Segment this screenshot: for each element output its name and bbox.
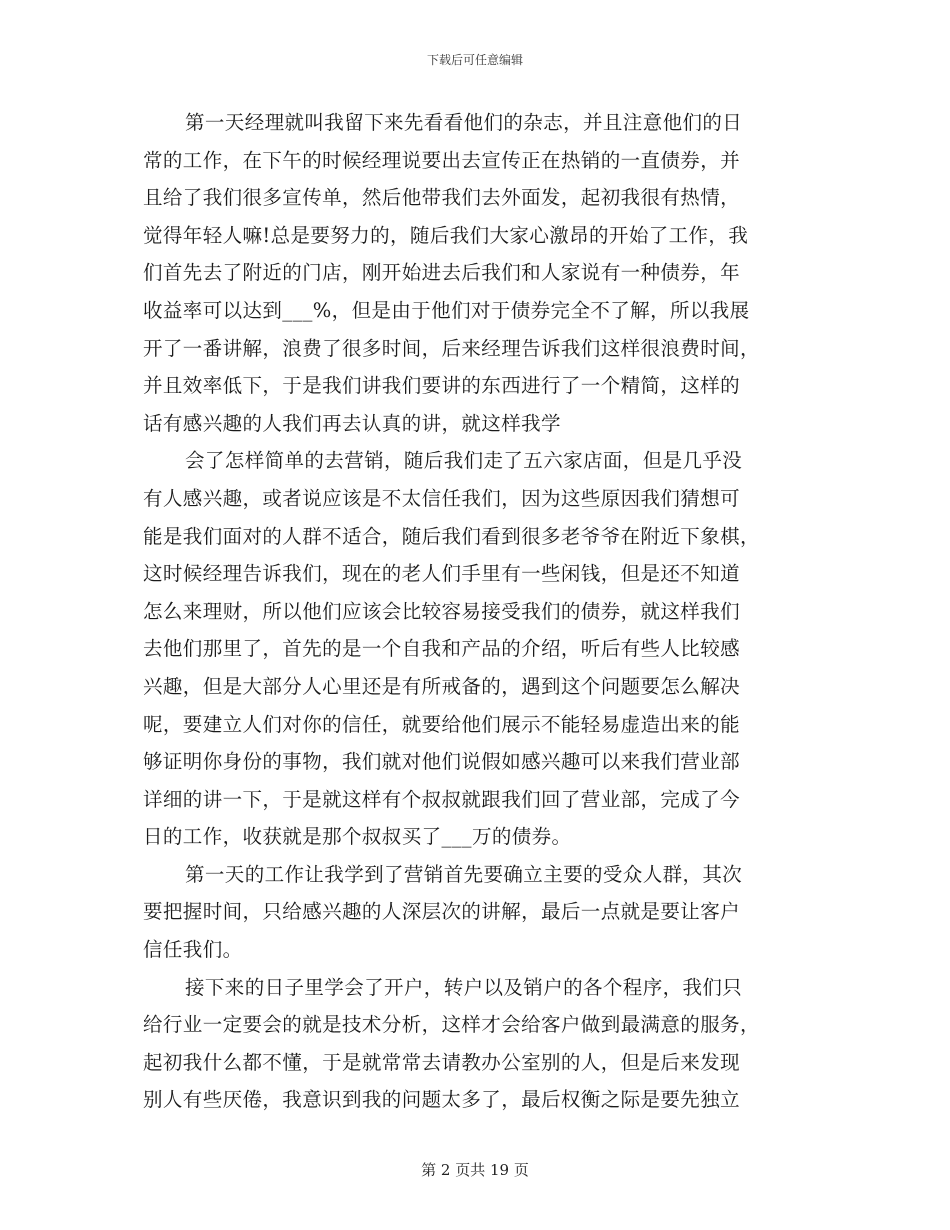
text-line: 收益率可以达到___%，但是由于他们对于债券完全不了解，所以我展 bbox=[143, 298, 750, 322]
text-line: 详细的讲一下，于是就这样有个叔叔就跟我们回了营业部，完成了今 bbox=[143, 787, 741, 811]
text-line: 别人有些厌倦，我意识到我的问题太多了，最后权衡之际是要先独立 bbox=[143, 1088, 741, 1112]
paragraph-3 bbox=[143, 856, 803, 969]
text-line: 能是我们面对的人群不适合，随后我们看到很多老爷爷在附近下象棋， bbox=[143, 524, 760, 548]
paragraph-1 bbox=[143, 104, 803, 442]
text-line: 会了怎样简单的去营销，随后我们走了五六家店面，但是几乎没 bbox=[185, 449, 743, 473]
text-line: 话有感兴趣的人我们再去认真的讲，就这样我学 bbox=[143, 411, 561, 435]
text-line: 怎么来理财，所以他们应该会比较容易接受我们的债券，就这样我们 bbox=[143, 599, 741, 623]
text-line: 觉得年轻人嘛!总是要努力的，随后我们大家心激昂的开始了工作，我 bbox=[143, 223, 749, 247]
text-line: 并且效率低下，于是我们讲我们要讲的东西进行了一个精简，这样的 bbox=[143, 374, 741, 398]
text-line: 常的工作，在下午的时候经理说要出去宣传正在热销的一直债券，并 bbox=[143, 148, 741, 172]
document-body bbox=[143, 104, 803, 1119]
text-line: 要把握时间，只给感兴趣的人深层次的讲解，最后一点就是要让客户 bbox=[143, 900, 741, 924]
text-line: 起初我什么都不懂，于是就常常去请教办公室别的人，但是后来发现 bbox=[143, 1050, 741, 1074]
text-line: 第一天的工作让我学到了营销首先要确立主要的受众人群，其次 bbox=[185, 862, 743, 886]
text-line: 兴趣，但是大部分人心里还是有所戒备的，遇到这个问题要怎么解决 bbox=[143, 674, 741, 698]
text-line: 开了一番讲解，浪费了很多时间，后来经理告诉我们这样很浪费时间， bbox=[143, 336, 760, 360]
text-line: 够证明你身份的事物，我们就对他们说假如感兴趣可以来我们营业部 bbox=[143, 750, 741, 774]
text-line: 信任我们。 bbox=[143, 938, 243, 962]
text-line: 有人感兴趣，或者说应该是不太信任我们，因为这些原因我们猜想可 bbox=[143, 486, 741, 510]
paragraph-4 bbox=[143, 969, 803, 1119]
page-number: 第 2 页共 19 页 bbox=[421, 1161, 529, 1179]
text-line: 去他们那里了，首先的是一个自我和产品的介绍，听后有些人比较感 bbox=[143, 637, 741, 661]
text-line: 第一天经理就叫我留下来先看看他们的杂志，并且注意他们的日 bbox=[185, 111, 743, 134]
text-line: 接下来的日子里学会了开户，转户以及销户的各个程序，我们只 bbox=[185, 975, 743, 999]
paragraph-2 bbox=[143, 442, 803, 856]
text-line: 这时候经理告诉我们，现在的老人们手里有一些闲钱，但是还不知道 bbox=[143, 562, 741, 586]
text-line: 们首先去了附近的门店，刚开始进去后我们和人家说有一种债券，年 bbox=[143, 261, 741, 285]
text-line: 呢，要建立人们对你的信任，就要给他们展示不能轻易虚造出来的能 bbox=[143, 712, 741, 736]
text-line: 且给了我们很多宣传单，然后他带我们去外面发，起初我很有热情， bbox=[143, 186, 741, 210]
text-line: 给行业一定要会的就是技术分析，这样才会给客户做到最满意的服务， bbox=[143, 1013, 760, 1037]
page-header: 下载后可任意编辑 bbox=[426, 53, 523, 67]
text-line: 日的工作，收获就是那个叔叔买了___万的债券。 bbox=[143, 825, 572, 849]
